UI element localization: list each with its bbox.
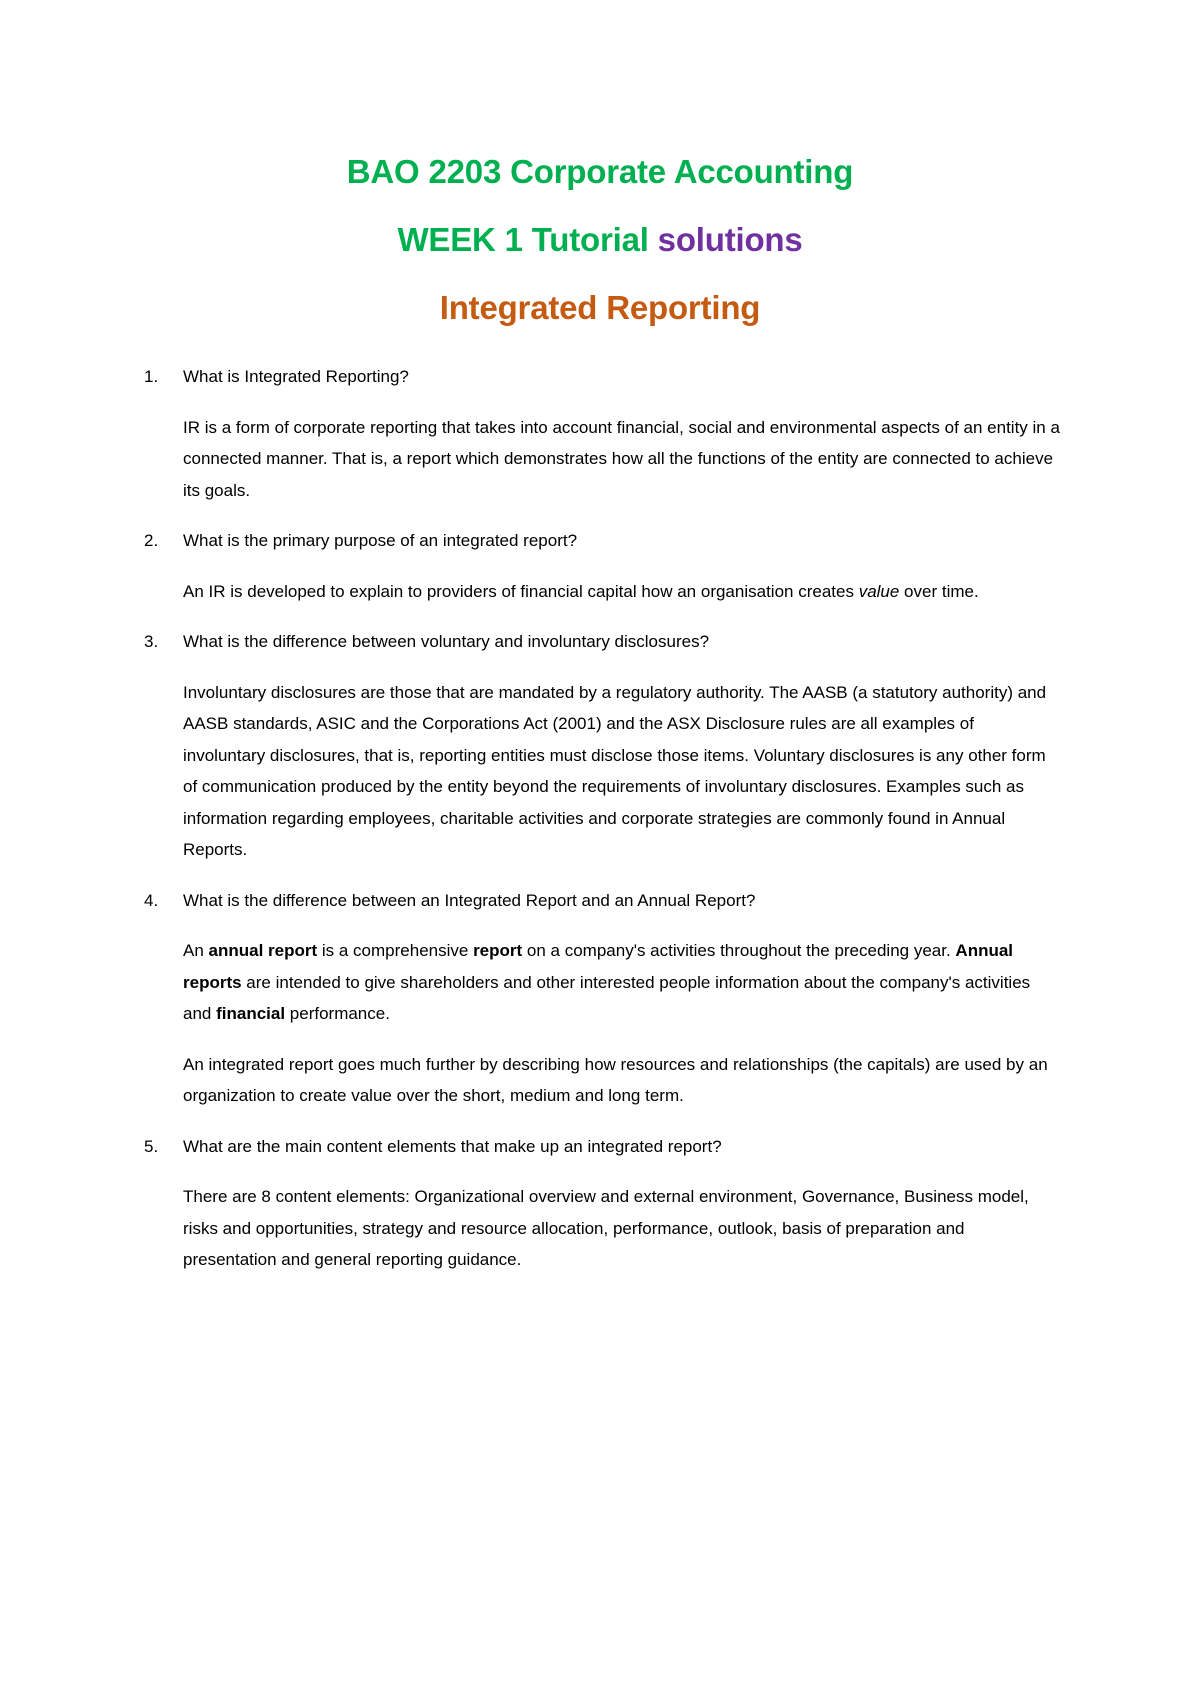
- answer-bold: Annual reports: [183, 941, 1014, 992]
- question-2: [140, 525, 1060, 557]
- answer-4-paragraph-1: [140, 935, 1060, 1030]
- topic-title: Integrated Reporting: [439, 289, 761, 326]
- answer-text: IR is a form of corporate reporting that takes into account financial, social and environmental aspects of an entity in a connected manner. That is, a report which demonstrates how all the functions of the entity are connected to achieve its goals.: [183, 417, 1060, 500]
- question-5: [140, 1131, 1060, 1163]
- qa-list: [140, 361, 1060, 1295]
- answer-4-paragraph-2: [140, 1049, 1060, 1112]
- question-text: What is Integrated Reporting?: [183, 367, 409, 386]
- answer-text: are intended to give shareholders and other interested people information about the company's activities and: [183, 972, 1031, 1023]
- question-text: What are the main content elements that make up an integrated report?: [183, 1136, 722, 1156]
- answer-text: Involuntary disclosures are those that are mandated by a regulatory authority. The AASB (a statutory authority) and AASB standards, ASIC and the Corporations Act (2001) and the ASX Disclosure rules are all examples of involuntary disclosures, that is, reporting entities must disclose those items. Voluntary disclosures is any other form of communication produced by the entity beyond the requirements of involuntary disclosures. Examples such as information regarding employees, charitable activities and corporate strategies are commonly found in Annual Reports.: [183, 682, 1047, 859]
- answer-text: There are 8 content elements: Organizational overview and external environment, Governance, Business model, risks and opportunities, strategy and resource allocation, performance, outlook, basis of preparation and presentation and general reporting guidance.: [183, 1187, 1029, 1269]
- question-4: [140, 885, 1060, 917]
- answer-text: performance.: [285, 1004, 390, 1023]
- answer-text: is a comprehensive: [317, 941, 474, 960]
- question-number: 2.: [144, 531, 159, 550]
- answer-text: An integrated report goes much further by describing how resources and relationships (the capitals) are used by an organization to create value over the short, medium and long term.: [183, 1054, 1048, 1105]
- question-number: 3.: [144, 632, 159, 651]
- answer-5: [140, 1181, 1060, 1276]
- answer-text: over time.: [899, 581, 979, 601]
- answer-bold: annual report: [208, 941, 318, 960]
- answer-emphasis: value: [858, 581, 900, 601]
- answer-1: [140, 412, 1060, 507]
- document-header: [0, 150, 1200, 354]
- week-label: WEEK 1 Tutorial: [397, 221, 658, 258]
- answer-bold: financial: [216, 1004, 286, 1023]
- week-subtitle: [0, 218, 1200, 262]
- question-text: What is the primary purpose of an integrated report?: [183, 531, 578, 550]
- answer-3: [140, 677, 1060, 866]
- question-text: What is the difference between voluntary and involuntary disclosures?: [183, 632, 710, 651]
- question-text: What is the difference between an Integrated Report and an Annual Report?: [183, 890, 756, 910]
- answer-2: [140, 576, 1060, 608]
- question-number: 1.: [144, 367, 159, 386]
- question-1: [140, 361, 1060, 393]
- answer-bold: report: [473, 941, 523, 960]
- question-number: 4.: [144, 890, 159, 910]
- question-number: 5.: [144, 1136, 159, 1156]
- solutions-label: solutions: [657, 221, 803, 258]
- answer-text: An IR is developed to explain to providers of financial capital how an organisation creates: [183, 581, 859, 601]
- answer-text: on a company's activities throughout the preceding year.: [522, 941, 956, 960]
- answer-text: An: [183, 941, 209, 960]
- question-3: [140, 626, 1060, 658]
- course-title: BAO 2203 Corporate Accounting: [346, 153, 854, 190]
